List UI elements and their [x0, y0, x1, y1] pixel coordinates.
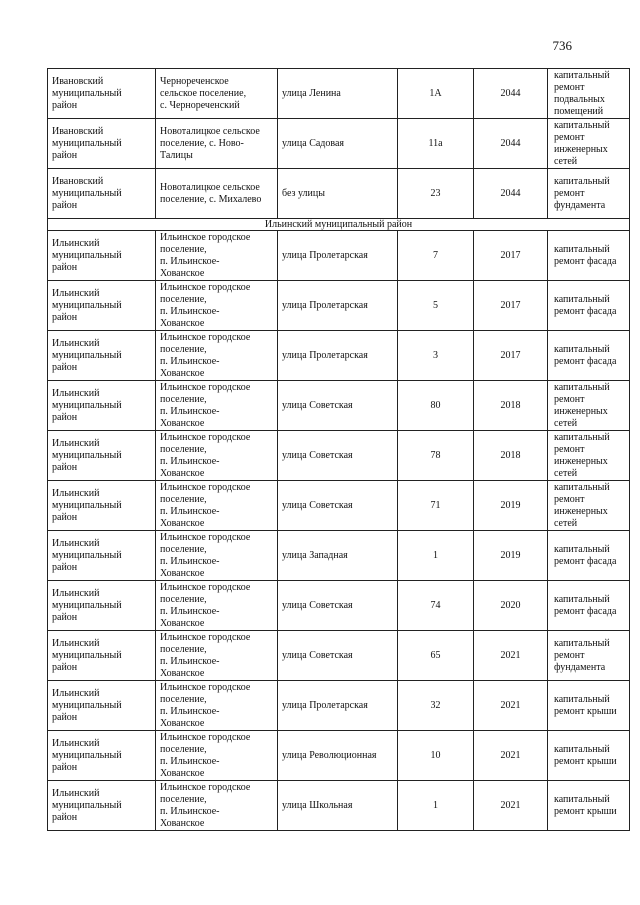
- year-cell-text: 2019: [500, 549, 521, 561]
- district-cell-text: Ивановский муниципальный район: [52, 125, 122, 161]
- street-cell-text: улица Ленина: [282, 87, 341, 99]
- street-cell-text: улица Пролетарская: [282, 299, 368, 311]
- house-number-cell: [398, 481, 474, 531]
- year-cell-text: 2044: [500, 87, 521, 99]
- year-cell: [474, 331, 548, 381]
- district-cell: [48, 231, 156, 281]
- settlement-cell-text: Ильинское городское поселение, п. Ильинское- Хованское: [160, 381, 251, 429]
- year-cell-text: 2044: [500, 187, 521, 199]
- year-cell: [474, 119, 548, 169]
- settlement-cell-text: Чернореченское сельское поселение, с. Чернореченский: [160, 75, 247, 111]
- work-type-cell: [548, 281, 630, 331]
- table-row: [48, 531, 630, 581]
- street-cell-text: улица Западная: [282, 549, 348, 561]
- year-cell-text: 2017: [500, 299, 521, 311]
- work-type-cell-text: капитальный ремонт фундамента: [554, 175, 610, 211]
- work-type-cell-text: капитальный ремонт крыши: [554, 743, 617, 767]
- district-cell: [48, 119, 156, 169]
- work-type-cell-text: капитальный ремонт инженерных сетей: [554, 481, 610, 529]
- work-type-cell: [548, 781, 630, 831]
- settlement-cell-text: Ильинское городское поселение, п. Ильинское- Хованское: [160, 781, 251, 829]
- settlement-cell: [156, 381, 278, 431]
- year-cell: [474, 631, 548, 681]
- house-number-cell: [398, 731, 474, 781]
- settlement-cell: [156, 531, 278, 581]
- street-cell: [278, 631, 398, 681]
- year-cell-text: 2019: [500, 499, 521, 511]
- year-cell-text: 2017: [500, 249, 521, 261]
- street-cell: [278, 231, 398, 281]
- district-cell: [48, 631, 156, 681]
- house-number-cell: [398, 231, 474, 281]
- street-cell: [278, 481, 398, 531]
- district-cell: [48, 381, 156, 431]
- settlement-cell-text: Ильинское городское поселение, п. Ильинское- Хованское: [160, 631, 251, 679]
- work-type-cell-text: капитальный ремонт фасада: [554, 343, 617, 367]
- year-cell-text: 2021: [500, 649, 521, 661]
- district-cell: [48, 169, 156, 219]
- year-cell: [474, 531, 548, 581]
- table-row: [48, 481, 630, 531]
- work-type-cell-text: капитальный ремонт крыши: [554, 693, 617, 717]
- settlement-cell: [156, 731, 278, 781]
- settlement-cell-text: Новоталицкое сельское поселение, с. Ново- Талицы: [160, 125, 260, 161]
- work-type-cell-text: капитальный ремонт инженерных сетей: [554, 381, 610, 429]
- settlement-cell-text: Новоталицкое сельское поселение, с. Михалево: [160, 181, 262, 205]
- street-cell: [278, 431, 398, 481]
- year-cell-text: 2018: [500, 449, 521, 461]
- table-row: [48, 731, 630, 781]
- work-type-cell-text: капитальный ремонт фасада: [554, 593, 617, 617]
- year-cell-text: 2021: [500, 799, 521, 811]
- year-cell: [474, 169, 548, 219]
- house-number-cell: [398, 169, 474, 219]
- district-cell-text: Ильинский муниципальный район: [52, 687, 122, 723]
- district-cell-text: Ильинский муниципальный район: [52, 737, 122, 773]
- street-cell-text: улица Пролетарская: [282, 349, 368, 361]
- settlement-cell: [156, 119, 278, 169]
- district-cell-text: Ильинский муниципальный район: [52, 787, 122, 823]
- table-row: [48, 331, 630, 381]
- settlement-cell-text: Ильинское городское поселение, п. Ильинское- Хованское: [160, 581, 251, 629]
- work-type-cell: [548, 331, 630, 381]
- work-type-cell-text: капитальный ремонт инженерных сетей: [554, 119, 610, 167]
- work-type-cell-text: капитальный ремонт фасада: [554, 293, 617, 317]
- house-number-cell-text: 80: [430, 399, 441, 411]
- house-number-cell-text: 1: [433, 799, 438, 811]
- district-cell-text: Ильинский муниципальный район: [52, 487, 122, 523]
- settlement-cell: [156, 581, 278, 631]
- table-row: [48, 69, 630, 119]
- page-number: 736: [552, 38, 572, 53]
- section-header-body: [48, 219, 630, 231]
- house-number-cell-text: 10: [430, 749, 441, 761]
- settlement-cell-text: Ильинское городское поселение, п. Ильинское- Хованское: [160, 331, 251, 379]
- year-cell: [474, 781, 548, 831]
- district-cell: [48, 331, 156, 381]
- year-cell-text: 2018: [500, 399, 521, 411]
- section-header-row: [48, 219, 630, 231]
- district-cell-text: Ильинский муниципальный район: [52, 537, 122, 573]
- street-cell: [278, 531, 398, 581]
- house-number-cell: [398, 119, 474, 169]
- house-number-cell: [398, 331, 474, 381]
- house-number-cell: [398, 69, 474, 119]
- table-row: [48, 381, 630, 431]
- house-number-cell-text: 23: [430, 187, 441, 199]
- year-cell: [474, 231, 548, 281]
- year-cell: [474, 481, 548, 531]
- table-row: [48, 581, 630, 631]
- district-cell: [48, 281, 156, 331]
- settlement-cell-text: Ильинское городское поселение, п. Ильинское- Хованское: [160, 431, 251, 479]
- table-row: [48, 781, 630, 831]
- district-cell: [48, 69, 156, 119]
- district-cell-text: Ильинский муниципальный район: [52, 287, 122, 323]
- district-cell: [48, 531, 156, 581]
- district-cell: [48, 581, 156, 631]
- street-cell-text: улица Пролетарская: [282, 699, 368, 711]
- house-number-cell-text: 71: [430, 499, 441, 511]
- table-row: [48, 231, 630, 281]
- table-row: [48, 431, 630, 481]
- table-row: [48, 681, 630, 731]
- house-number-cell: [398, 781, 474, 831]
- year-cell: [474, 581, 548, 631]
- house-number-cell: [398, 431, 474, 481]
- street-cell: [278, 681, 398, 731]
- settlement-cell: [156, 169, 278, 219]
- year-cell: [474, 681, 548, 731]
- year-cell: [474, 431, 548, 481]
- house-number-cell-text: 5: [433, 299, 438, 311]
- settlement-cell-text: Ильинское городское поселение, п. Ильинское- Хованское: [160, 681, 251, 729]
- street-cell: [278, 331, 398, 381]
- table-body-ivanovsky: [48, 69, 630, 219]
- street-cell-text: улица Советская: [282, 449, 353, 461]
- work-type-cell-text: капитальный ремонт крыши: [554, 793, 617, 817]
- street-cell-text: улица Советская: [282, 649, 353, 661]
- house-number-cell: [398, 381, 474, 431]
- settlement-cell-text: Ильинское городское поселение, п. Ильинское- Хованское: [160, 281, 251, 329]
- district-cell-text: Ильинский муниципальный район: [52, 387, 122, 423]
- settlement-cell: [156, 69, 278, 119]
- work-type-cell-text: капитальный ремонт фундамента: [554, 637, 610, 673]
- settlement-cell: [156, 331, 278, 381]
- work-type-cell: [548, 169, 630, 219]
- table-body-ilyinsky: [48, 231, 630, 831]
- settlement-cell-text: Ильинское городское поселение, п. Ильинское- Хованское: [160, 731, 251, 779]
- year-cell-text: 2044: [500, 137, 521, 149]
- settlement-cell: [156, 431, 278, 481]
- street-cell-text: улица Пролетарская: [282, 249, 368, 261]
- district-cell-text: Ильинский муниципальный район: [52, 587, 122, 623]
- house-number-cell-text: 65: [430, 649, 441, 661]
- street-cell-text: улица Советская: [282, 399, 353, 411]
- table-row: [48, 631, 630, 681]
- work-type-cell-text: капитальный ремонт фасада: [554, 543, 617, 567]
- district-cell-text: Ильинский муниципальный район: [52, 637, 122, 673]
- street-cell: [278, 119, 398, 169]
- year-cell: [474, 281, 548, 331]
- district-cell: [48, 681, 156, 731]
- year-cell: [474, 69, 548, 119]
- work-type-cell: [548, 231, 630, 281]
- settlement-cell: [156, 781, 278, 831]
- work-type-cell: [548, 631, 630, 681]
- house-number-cell-text: 1А: [429, 87, 442, 99]
- work-type-cell-text: капитальный ремонт инженерных сетей: [554, 431, 610, 479]
- work-type-cell: [548, 731, 630, 781]
- work-type-cell: [548, 481, 630, 531]
- house-number-cell-text: 7: [433, 249, 438, 261]
- settlement-cell: [156, 481, 278, 531]
- work-type-cell: [548, 581, 630, 631]
- settlement-cell: [156, 681, 278, 731]
- house-number-cell-text: 3: [433, 349, 438, 361]
- house-number-cell-text: 32: [430, 699, 441, 711]
- work-type-cell-text: капитальный ремонт подвальных помещений: [554, 69, 610, 117]
- street-cell: [278, 381, 398, 431]
- table-row: [48, 119, 630, 169]
- street-cell-text: без улицы: [282, 187, 325, 199]
- year-cell-text: 2017: [500, 349, 521, 361]
- settlement-cell: [156, 631, 278, 681]
- work-type-cell: [548, 681, 630, 731]
- settlement-cell: [156, 231, 278, 281]
- table-row: [48, 169, 630, 219]
- street-cell-text: улица Советская: [282, 499, 353, 511]
- house-number-cell-text: 78: [430, 449, 441, 461]
- settlement-cell: [156, 281, 278, 331]
- work-type-cell: [548, 531, 630, 581]
- work-type-cell: [548, 119, 630, 169]
- district-cell: [48, 731, 156, 781]
- street-cell: [278, 731, 398, 781]
- year-cell: [474, 731, 548, 781]
- street-cell: [278, 69, 398, 119]
- work-type-cell: [548, 69, 630, 119]
- house-number-cell: [398, 281, 474, 331]
- house-number-cell-text: 11а: [428, 137, 443, 149]
- settlement-cell-text: Ильинское городское поселение, п. Ильинское- Хованское: [160, 481, 251, 529]
- street-cell-text: улица Советская: [282, 599, 353, 611]
- settlement-cell-text: Ильинское городское поселение, п. Ильинское- Хованское: [160, 231, 251, 279]
- year-cell: [474, 381, 548, 431]
- year-cell-text: 2020: [500, 599, 521, 611]
- district-cell-text: Ильинский муниципальный район: [52, 237, 122, 273]
- street-cell-text: улица Садовая: [282, 137, 345, 149]
- house-number-cell: [398, 531, 474, 581]
- house-number-cell: [398, 581, 474, 631]
- house-number-cell: [398, 681, 474, 731]
- section-title: Ильинский муниципальный район: [48, 219, 630, 231]
- work-type-cell: [548, 431, 630, 481]
- year-cell-text: 2021: [500, 699, 521, 711]
- district-cell-text: Ильинский муниципальный район: [52, 337, 122, 373]
- year-cell-text: 2021: [500, 749, 521, 761]
- street-cell: [278, 581, 398, 631]
- repair-program-table: [47, 68, 630, 831]
- street-cell-text: улица Школьная: [282, 799, 353, 811]
- work-type-cell: [548, 381, 630, 431]
- district-cell-text: Ильинский муниципальный район: [52, 437, 122, 473]
- street-cell: [278, 781, 398, 831]
- street-cell: [278, 281, 398, 331]
- district-cell-text: Ивановский муниципальный район: [52, 175, 122, 211]
- district-cell: [48, 431, 156, 481]
- street-cell-text: улица Революционная: [282, 749, 377, 761]
- house-number-cell: [398, 631, 474, 681]
- house-number-cell-text: 74: [430, 599, 441, 611]
- settlement-cell-text: Ильинское городское поселение, п. Ильинское- Хованское: [160, 531, 251, 579]
- district-cell: [48, 481, 156, 531]
- district-cell: [48, 781, 156, 831]
- work-type-cell-text: капитальный ремонт фасада: [554, 243, 617, 267]
- table-row: [48, 281, 630, 331]
- street-cell: [278, 169, 398, 219]
- house-number-cell-text: 1: [433, 549, 438, 561]
- district-cell-text: Ивановский муниципальный район: [52, 75, 122, 111]
